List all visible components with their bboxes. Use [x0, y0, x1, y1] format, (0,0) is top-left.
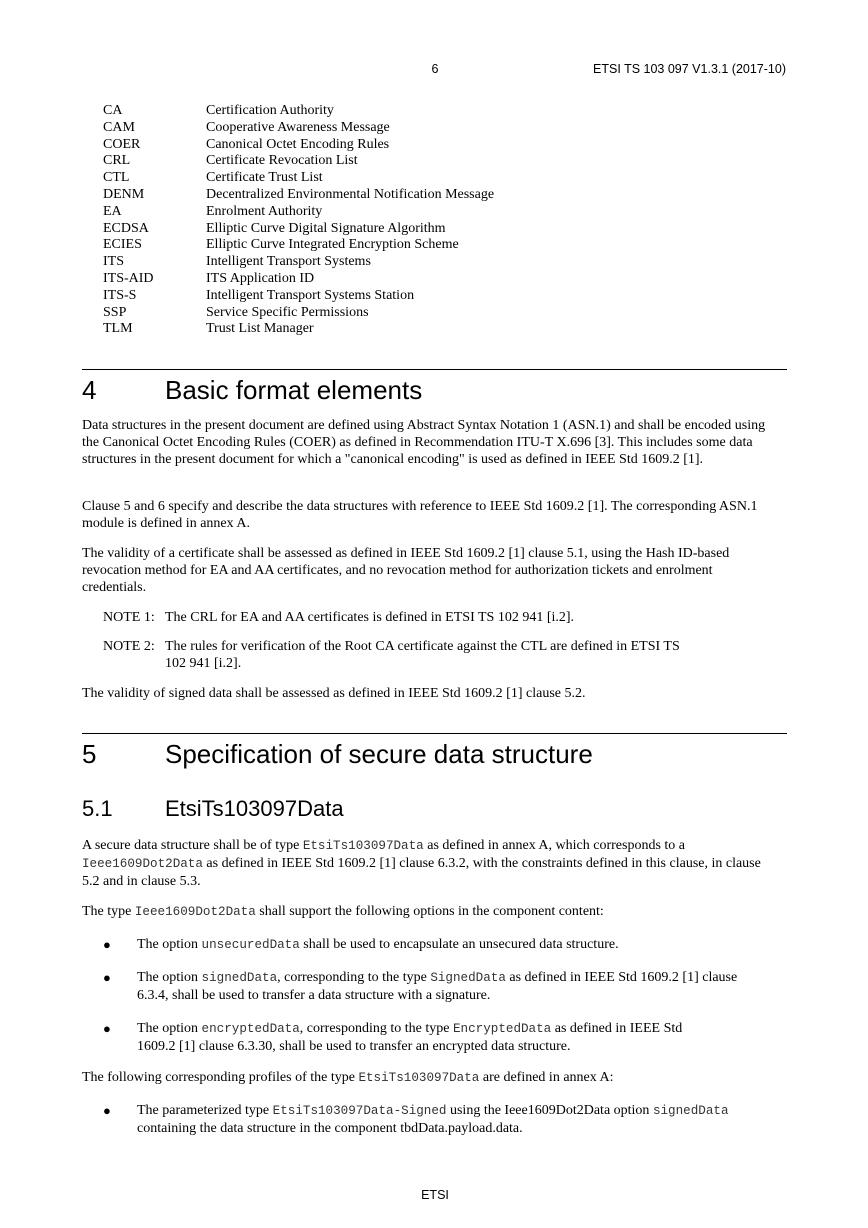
abbreviations-list [103, 103, 494, 338]
section-5-heading [82, 739, 593, 769]
bullet-icon: ● [103, 1103, 111, 1118]
text-run: as defined in IEEE Std 1609.2 [1] clause 6.3.2, with the constraints defined in this clause, in clause 5.2 and in clause 5.3. [82, 856, 761, 889]
section-5-1-paragraph-3 [82, 1069, 772, 1087]
bullet-text [137, 1020, 717, 1055]
note-2-label: NOTE 2: [103, 639, 155, 654]
note-2 [103, 638, 703, 672]
code-term: Ieee1609Dot2Data [82, 857, 203, 871]
abbreviation-row [103, 221, 494, 238]
abbreviation-term: CTL [103, 170, 130, 186]
section-5-1-paragraph-1 [82, 837, 772, 890]
abbreviation-definition: Decentralized Environmental Notification Message [206, 186, 495, 202]
section-4-number: 4 [82, 375, 97, 405]
abbreviation-definition: Elliptic Curve Digital Signature Algorithm [206, 220, 446, 236]
abbreviation-definition: Certificate Trust List [206, 170, 323, 186]
abbreviation-term: ECIES [103, 237, 142, 253]
abbreviation-row [103, 254, 494, 271]
abbreviation-definition: Cooperative Awareness Message [206, 119, 390, 135]
text-run: The type [82, 904, 135, 919]
abbreviation-term: TLM [103, 321, 133, 337]
abbreviation-definition: Certification Authority [206, 103, 334, 118]
abbreviation-term: EA [103, 203, 122, 219]
abbreviation-definition: Certificate Revocation List [206, 153, 358, 169]
abbreviation-term: CA [103, 103, 123, 118]
abbreviation-definition: Elliptic Curve Integrated Encryption Scheme [206, 237, 459, 253]
text-run: as defined in IEEE Std 1609.2 [1] clause 6.3.30, shall be used to transfer an encrypted data structure. [137, 1021, 683, 1054]
abbreviation-row [103, 204, 494, 221]
abbreviation-definition: ITS Application ID [206, 270, 315, 286]
code-term: EncryptedData [452, 1022, 552, 1036]
section-5-1-heading [82, 796, 344, 822]
text-run: The following corresponding profiles of the type [82, 1070, 359, 1085]
section-5-1-title: EtsiTs103097Data [165, 796, 344, 821]
bullet-text [137, 936, 787, 954]
bullet-text [137, 1102, 787, 1137]
abbreviation-term: CAM [103, 119, 135, 135]
abbreviation-term: ITS-S [103, 287, 137, 303]
abbreviation-definition: Canonical Octet Encoding Rules [206, 136, 390, 152]
abbreviation-row [103, 137, 494, 154]
bullet-icon: ● [103, 970, 111, 985]
abbreviation-row [103, 103, 494, 120]
abbreviation-row [103, 170, 494, 187]
section-4-paragraph-1: Data structures in the present document are defined using Abstract Syntax Notation 1 (ASN.1) and shall be encoded using the Canonical Octet Encoding Rules (COER) as defined in Recommendation ITU-T X.696 [3]. This includes some data structures in the present document for which a "canonical encoding" is used as defined in IEEE Std 1609.2 [1]. [82, 418, 766, 467]
text-run: The parameterized type [137, 1103, 273, 1118]
code-term: EtsiTs103097Data [358, 1071, 480, 1085]
abbreviation-term: DENM [103, 186, 145, 202]
abbreviation-row [103, 288, 494, 305]
section-4-heading [82, 375, 422, 405]
text-run: , corresponding to the type [299, 1021, 453, 1036]
code-term: encryptedData [201, 1022, 300, 1036]
section-4-paragraph-2: Clause 5 and 6 specify and describe the data structures with reference to IEEE Std 1609.2 [1]. The corresponding ASN.1 module is defined in annex A. [82, 499, 758, 531]
document-id: ETSI TS 103 097 V1.3.1 (2017-10) [593, 62, 786, 76]
text-run: shall support the following options in the component content: [255, 904, 604, 919]
abbreviation-definition: Enrolment Authority [206, 203, 323, 219]
text-run: shall be used to encapsulate an unsecured data structure. [299, 937, 619, 952]
text-run: A secure data structure shall be of type [82, 838, 303, 853]
abbreviation-definition: Intelligent Transport Systems Station [206, 287, 415, 303]
code-term: Ieee1609Dot2Data [134, 905, 256, 919]
abbreviation-term: ECDSA [103, 220, 149, 236]
code-term: EtsiTs103097Data [302, 839, 424, 853]
text-run: using the Ieee1609Dot2Data option [446, 1103, 653, 1118]
section-5-1-number: 5.1 [82, 796, 113, 821]
section-5-1-paragraph-2 [82, 903, 772, 921]
abbreviation-term: COER [103, 136, 141, 152]
text-run: , corresponding to the type [277, 970, 431, 985]
bullet-text [137, 969, 752, 1004]
text-run: The option [137, 970, 202, 985]
note-1-label: NOTE 1: [103, 610, 155, 625]
text-run: are defined in annex A: [479, 1070, 614, 1085]
abbreviation-term: ITS-AID [103, 270, 154, 286]
abbreviation-row [103, 120, 494, 137]
bullet-icon: ● [103, 937, 111, 952]
abbreviation-row [103, 187, 494, 204]
note-1-text: The CRL for EA and AA certificates is defined in ETSI TS 102 941 [i.2]. [165, 610, 575, 625]
note-2-text: The rules for verification of the Root CA certificate against the CTL are defined in ETSI TS 102 941 [i.2]. [165, 639, 680, 671]
section-5-number: 5 [82, 739, 97, 769]
code-term: EtsiTs103097Data-Signed [272, 1104, 447, 1118]
text-run: as defined in IEEE Std 1609.2 [1] clause 6.3.4, shall be used to transfer a data structure with a signature. [137, 970, 738, 1003]
abbreviation-term: CRL [103, 153, 131, 169]
abbreviation-row [103, 305, 494, 322]
abbreviation-row [103, 271, 494, 288]
section-4-rule [82, 369, 787, 370]
section-4-title: Basic format elements [165, 375, 423, 405]
abbreviation-row [103, 321, 494, 338]
code-term: signedData [652, 1104, 729, 1118]
code-term: signedData [201, 971, 278, 985]
abbreviation-definition: Service Specific Permissions [206, 304, 369, 320]
abbreviation-row [103, 153, 494, 170]
bullet-icon: ● [103, 1021, 111, 1036]
abbreviation-row [103, 237, 494, 254]
text-run: The option [137, 937, 202, 952]
text-run: The option [137, 1021, 202, 1036]
code-term: SignedData [430, 971, 506, 985]
abbreviation-definition: Intelligent Transport Systems [206, 254, 371, 270]
abbreviation-term: SSP [103, 304, 127, 320]
page-number: 6 [431, 62, 439, 76]
section-4-paragraph-4: The validity of signed data shall be assessed as defined in IEEE Std 1609.2 [1] clause 5.2. [82, 686, 586, 701]
section-4-paragraph-3: The validity of a certificate shall be assessed as defined in IEEE Std 1609.2 [1] clause 5.1, using the Hash ID-based revocation method for EA and AA certificates, and no revocation method for authorization tickets and enrolment credentials. [82, 546, 730, 595]
code-term: unsecuredData [201, 938, 300, 952]
abbreviation-term: ITS [103, 254, 124, 270]
section-5-title: Specification of secure data structure [165, 739, 593, 769]
abbreviation-definition: Trust List Manager [206, 321, 314, 337]
footer-text: ETSI [421, 1188, 449, 1202]
text-run: containing the data structure in the component tbdData.payload.data. [137, 1121, 523, 1136]
section-5-rule [82, 733, 787, 734]
text-run: as defined in annex A, which corresponds to a [423, 838, 685, 853]
